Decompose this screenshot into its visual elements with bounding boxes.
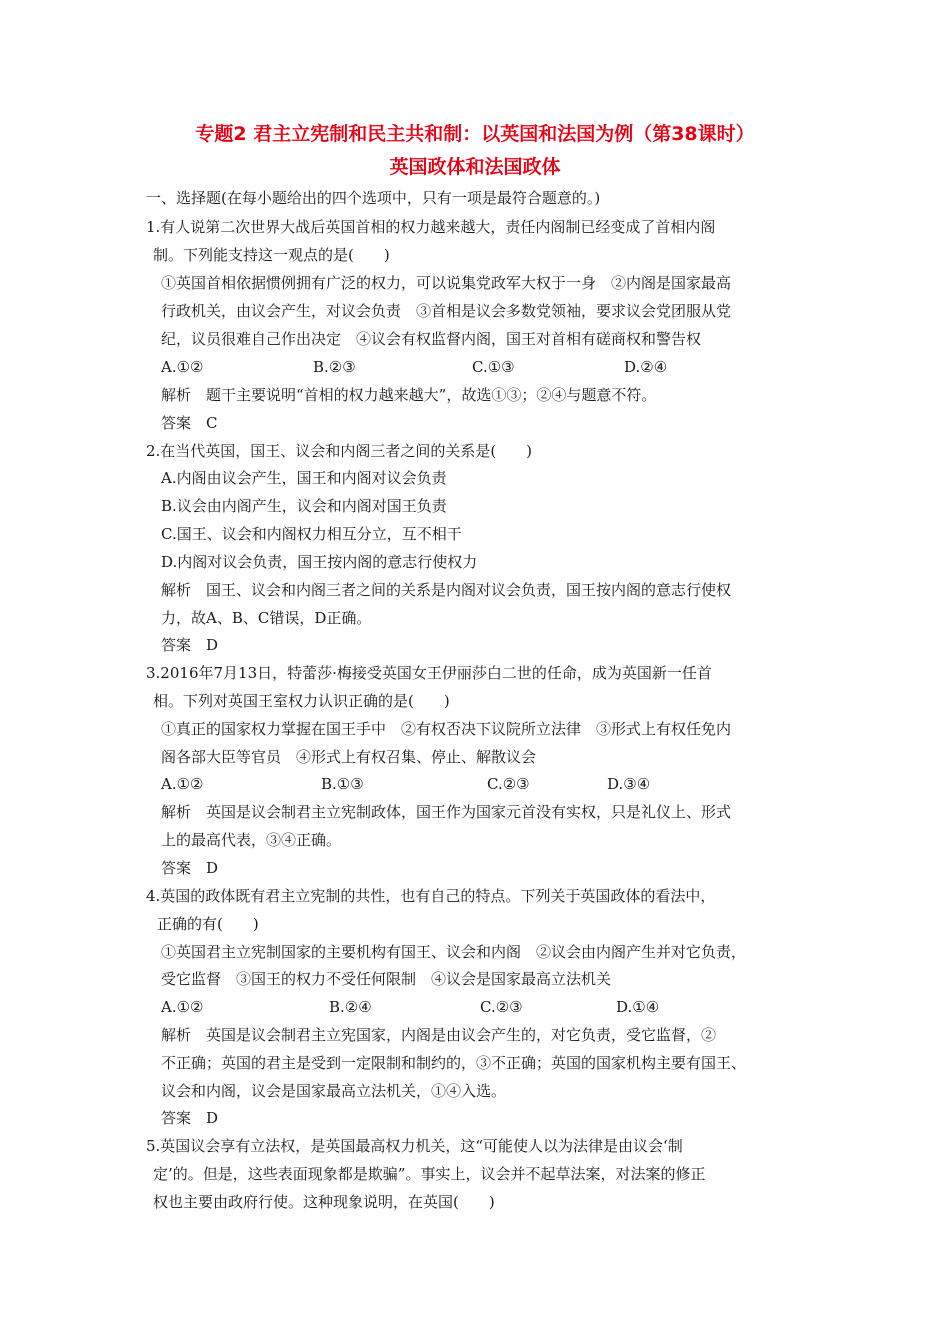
- question-2-analysis: 解析 国王、议会和内阁三者之间的关系是内阁对议会负责，国王按内阁的意志行使权: [161, 581, 732, 599]
- question-2-analysis: 力，故A、B、C错误，D正确。: [161, 609, 372, 627]
- question-2-answer: 答案 D: [161, 636, 219, 654]
- question-4-item: 受它监督 ③国王的权力不受任何限制 ④议会是国家最高立法机关: [161, 970, 612, 988]
- question-4-stem: 4.英国的政体既有君主立宪制的共性，也有自己的特点。下列关于英国政体的看法中，: [146, 887, 716, 905]
- option-b: B.②④: [329, 998, 372, 1016]
- option-c: C.①③: [472, 358, 515, 376]
- question-4-analysis: 不正确；英国的君主是受到一定限制和制约的，③不正确；英国的国家机构主要有国王、: [161, 1054, 747, 1072]
- question-1-item: 行政机关，由议会产生，对议会负责 ③首相是议会多数党领袖，要求议会党团服从党: [161, 302, 732, 320]
- option-a: A.内阁由议会产生，国王和内阁对议会负责: [161, 469, 447, 487]
- option-d: D.内阁对议会负责，国王按内阁的意志行使权力: [161, 553, 478, 571]
- question-3-item: ①真正的国家权力掌握在国王手中 ②有权否决下议院所立法律 ③形式上有权任免内: [161, 720, 732, 738]
- section-heading: 一、选择题(在每小题给出的四个选项中，只有一项是最符合题意的。): [146, 189, 601, 207]
- document-subtitle: 英国政体和法国政体: [389, 156, 561, 178]
- question-1-analysis: 解析 题干主要说明“首相的权力越来越大”，故选①③；②④与题意不符。: [161, 386, 657, 404]
- option-b: B.议会由内阁产生，议会和内阁对国王负责: [161, 497, 447, 515]
- question-1-stem: 制。下列能支持这一观点的是( ): [153, 246, 390, 264]
- question-4-stem: 正确的有( ): [157, 915, 259, 933]
- question-5-stem: 权也主要由政府行使。这种现象说明，在英国( ): [153, 1193, 495, 1211]
- question-4-analysis: 解析 英国是议会制君主立宪国家，内阁是由议会产生的，对它负责，受它监督，②: [161, 1026, 717, 1044]
- question-5-stem: 定’的。但是，这些表面现象都是欺骗”。事实上，议会并不起草法案，对法案的修正: [153, 1165, 706, 1183]
- option-a: A.①②: [161, 358, 204, 376]
- question-1-item: ①英国首相依据惯例拥有广泛的权力，可以说集党政军大权于一身 ②内阁是国家最高: [161, 274, 732, 292]
- question-4-analysis: 议会和内阁，议会是国家最高立法机关，①④入选。: [161, 1082, 507, 1100]
- question-1-stem: 1.有人说第二次世界大战后英国首相的权力越来越大，责任内阁制已经变成了首相内阁: [146, 218, 716, 236]
- question-3-stem: 3.2016年7月13日，特蕾莎·梅接受英国女王伊丽莎白二世的任命，成为英国新一任首: [146, 664, 712, 682]
- question-2-stem: 2.在当代英国，国王、议会和内阁三者之间的关系是( ): [146, 442, 533, 460]
- question-1-answer: 答案 C: [161, 414, 218, 432]
- option-d: D.②④: [624, 358, 668, 376]
- document-title: 专题2 君主立宪制和民主共和制：以英国和法国为例（第38课时）: [195, 123, 755, 145]
- option-b: B.②③: [313, 358, 356, 376]
- question-1-item: 纪，议员很难自己作出决定 ④议会有权监督内阁，国王对首相有磋商权和警告权: [161, 330, 702, 348]
- option-c: C.②③: [480, 998, 523, 1016]
- question-3-item: 阁各部大臣等官员 ④形式上有权召集、停止、解散议会: [161, 748, 537, 766]
- question-3-analysis: 上的最高代表，③④正确。: [161, 831, 342, 849]
- question-3-analysis: 解析 英国是议会制君主立宪制政体，国王作为国家元首没有实权，只是礼仪上、形式: [161, 803, 732, 821]
- question-3-answer: 答案 D: [161, 859, 219, 877]
- option-b: B.①③: [321, 775, 364, 793]
- option-a: A.①②: [161, 998, 204, 1016]
- option-d: D.①④: [616, 998, 660, 1016]
- question-5-stem: 5.英国议会享有立法权，是英国最高权力机关，这“可能使人以为法律是由议会‘制: [146, 1137, 683, 1155]
- option-a: A.①②: [161, 775, 204, 793]
- question-3-stem: 相。下列对英国王室权力认识正确的是( ): [153, 692, 450, 710]
- option-d: D.③④: [607, 775, 651, 793]
- option-c: C.②③: [487, 775, 530, 793]
- question-4-item: ①英国君主立宪制国家的主要机构有国王、议会和内阁 ②议会由内阁产生并对它负责，: [161, 943, 747, 961]
- question-4-answer: 答案 D: [161, 1109, 219, 1127]
- option-c: C.国王、议会和内阁权力相互分立，互不相干: [161, 525, 462, 543]
